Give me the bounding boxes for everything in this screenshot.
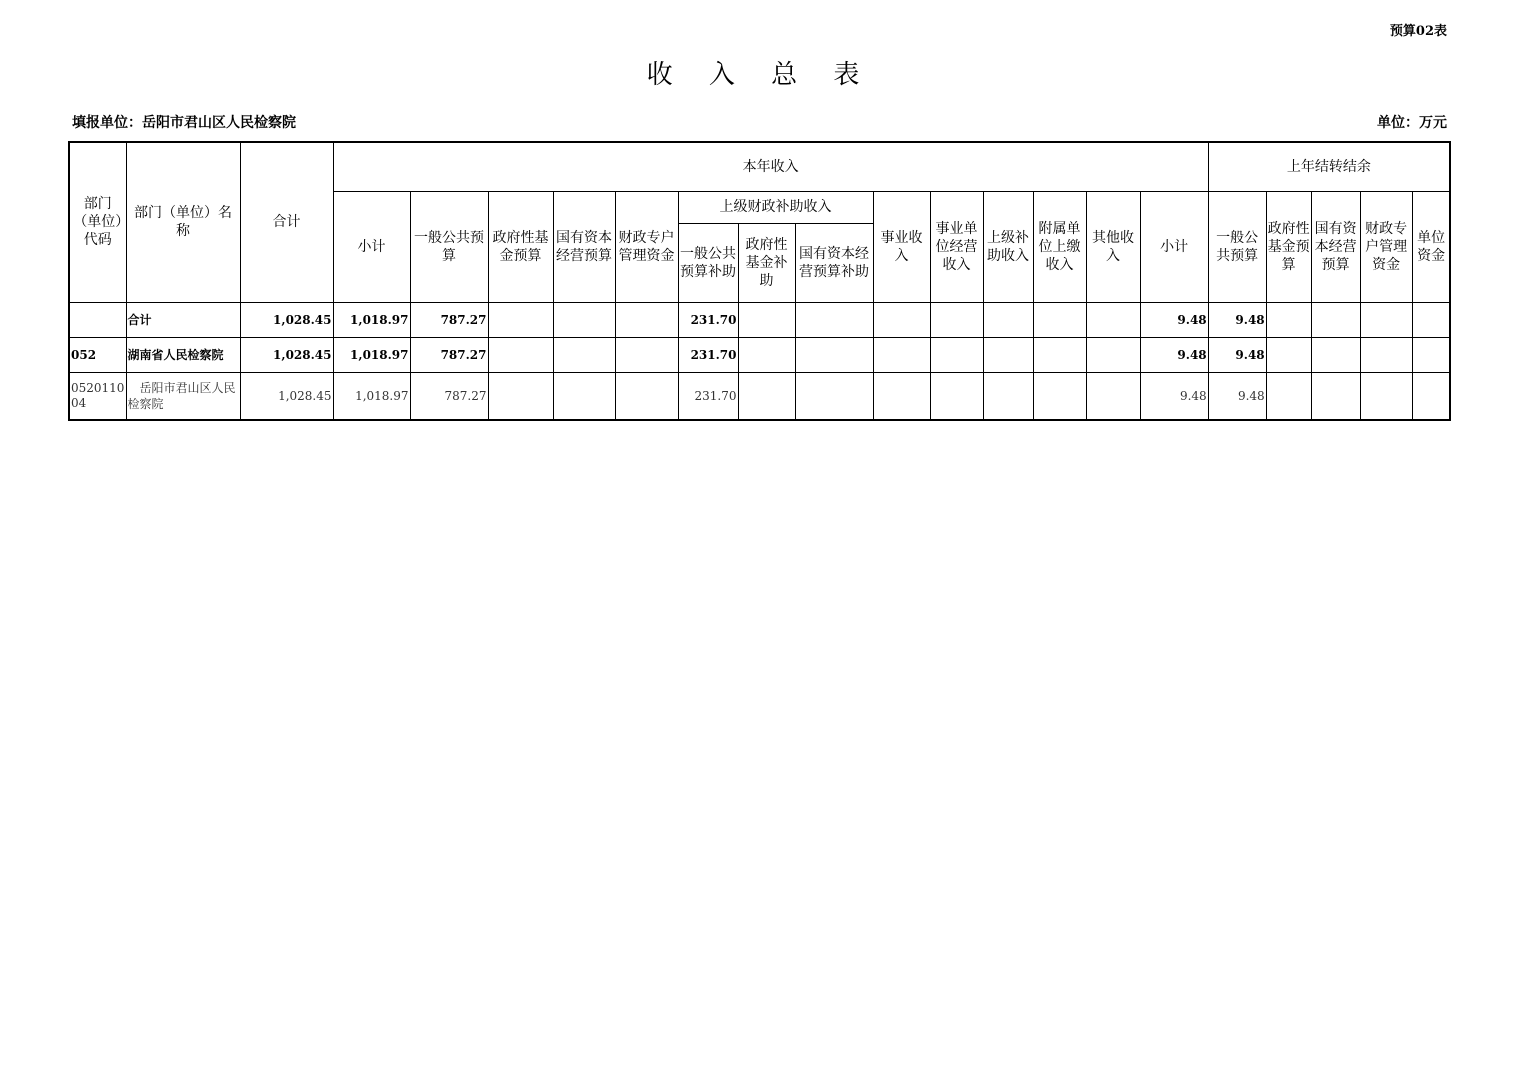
cell-name: 岳阳市君山区人民检察院 [126, 372, 240, 420]
header-prior-unit-funds: 单位资金 [1412, 191, 1450, 302]
cell-superior-gov-fund [738, 337, 795, 372]
cell-prior-gov-fund [1266, 372, 1311, 420]
cell-affiliated-remit [1033, 302, 1086, 337]
header-dept-code: 部门（单位）代码 [69, 142, 126, 302]
cell-total: 1,028.45 [240, 302, 333, 337]
cell-prior-state-capital [1311, 337, 1360, 372]
cell-prior-general: 9.48 [1208, 302, 1266, 337]
cell-total: 1,028.45 [240, 372, 333, 420]
header-subtotal: 小计 [333, 191, 410, 302]
cell-prior-state-capital [1311, 372, 1360, 420]
header-prior-state-capital: 国有资本经营预算 [1311, 191, 1360, 302]
cell-other-income [1086, 337, 1140, 372]
cell-superior-general: 231.70 [678, 337, 738, 372]
cell-prior-state-capital [1311, 302, 1360, 337]
cell-general-budget: 787.27 [410, 302, 488, 337]
form-code: 预算02表 [1389, 24, 1447, 39]
header-business-income: 事业收入 [873, 191, 930, 302]
cell-prior-unit-funds [1412, 302, 1450, 337]
cell-total: 1,028.45 [240, 337, 333, 372]
cell-prior-subtotal: 9.48 [1140, 302, 1208, 337]
cell-prior-gov-fund [1266, 302, 1311, 337]
cell-prior-fiscal-special [1360, 302, 1412, 337]
cell-subtotal: 1,018.97 [333, 372, 410, 420]
cell-gov-fund-budget [488, 302, 553, 337]
cell-superior-state-capital [795, 302, 873, 337]
header-general-budget: 一般公共预算 [410, 191, 488, 302]
cell-state-capital-budget [553, 302, 615, 337]
cell-fiscal-special-account [615, 372, 678, 420]
cell-name: 合计 [126, 302, 240, 337]
cell-business-unit-operating [930, 302, 983, 337]
header-superior-state-capital: 国有资本经营预算补助 [795, 223, 873, 302]
header-gov-fund-budget: 政府性基金预算 [488, 191, 553, 302]
money-unit: 单位：万元 [1377, 115, 1447, 131]
cell-fiscal-special-account [615, 337, 678, 372]
cell-business-unit-operating [930, 372, 983, 420]
header-state-capital-budget: 国有资本经营预算 [553, 191, 615, 302]
cell-gov-fund-budget [488, 337, 553, 372]
cell-prior-subtotal: 9.48 [1140, 372, 1208, 420]
cell-general-budget: 787.27 [410, 372, 488, 420]
header-prior-general: 一般公共预算 [1208, 191, 1266, 302]
table-row-total [69, 302, 1450, 337]
cell-prior-subtotal: 9.48 [1140, 337, 1208, 372]
header-prior-fiscal-special: 财政专户管理资金 [1360, 191, 1412, 302]
cell-state-capital-budget [553, 337, 615, 372]
header-business-unit-operating: 事业单位经营收入 [930, 191, 983, 302]
cell-code: 052 [69, 337, 126, 372]
cell-prior-unit-funds [1412, 337, 1450, 372]
cell-prior-unit-funds [1412, 372, 1450, 420]
cell-other-income [1086, 302, 1140, 337]
cell-business-income [873, 337, 930, 372]
cell-superior-gov-fund [738, 302, 795, 337]
cell-prior-gov-fund [1266, 337, 1311, 372]
cell-fiscal-special-account [615, 302, 678, 337]
header-current-year: 本年收入 [333, 142, 1208, 191]
filler-unit: 填报单位：岳阳市君山区人民检察院 [72, 115, 296, 131]
header-affiliated-remit: 附属单位上缴收入 [1033, 191, 1086, 302]
header-fiscal-special-account: 财政专户管理资金 [615, 191, 678, 302]
cell-superior-general: 231.70 [678, 372, 738, 420]
cell-superior-grant [983, 337, 1033, 372]
cell-superior-state-capital [795, 372, 873, 420]
cell-prior-general: 9.48 [1208, 337, 1266, 372]
cell-prior-fiscal-special [1360, 337, 1412, 372]
cell-code [69, 302, 126, 337]
cell-subtotal: 1,018.97 [333, 302, 410, 337]
header-prior-gov-fund: 政府性基金预算 [1266, 191, 1311, 302]
cell-subtotal: 1,018.97 [333, 337, 410, 372]
income-summary-table [68, 141, 1451, 421]
cell-prior-general: 9.48 [1208, 372, 1266, 420]
table-row-dept [69, 337, 1450, 372]
cell-code: 052011004 [69, 372, 126, 420]
cell-other-income [1086, 372, 1140, 420]
cell-gov-fund-budget [488, 372, 553, 420]
cell-prior-fiscal-special [1360, 372, 1412, 420]
cell-affiliated-remit [1033, 337, 1086, 372]
cell-business-unit-operating [930, 337, 983, 372]
cell-state-capital-budget [553, 372, 615, 420]
cell-superior-state-capital [795, 337, 873, 372]
cell-business-income [873, 302, 930, 337]
header-prior-year: 上年结转结余 [1208, 142, 1450, 191]
cell-general-budget: 787.27 [410, 337, 488, 372]
header-superior-grant: 上级补助收入 [983, 191, 1033, 302]
cell-name: 湖南省人民检察院 [126, 337, 240, 372]
header-dept-name: 部门（单位）名称 [126, 142, 240, 302]
header-prior-subtotal: 小计 [1140, 191, 1208, 302]
table-row-unit [69, 372, 1450, 420]
cell-superior-general: 231.70 [678, 302, 738, 337]
header-superior-subsidy: 上级财政补助收入 [678, 191, 873, 223]
header-total: 合计 [240, 142, 333, 302]
header-other-income: 其他收入 [1086, 191, 1140, 302]
cell-business-income [873, 372, 930, 420]
cell-affiliated-remit [1033, 372, 1086, 420]
cell-superior-gov-fund [738, 372, 795, 420]
cell-superior-grant [983, 302, 1033, 337]
cell-superior-grant [983, 372, 1033, 420]
page-title: 收 入 总 表 [646, 60, 874, 90]
header-superior-gov-fund: 政府性基金补助 [738, 223, 795, 302]
header-superior-general: 一般公共预算补助 [678, 223, 738, 302]
